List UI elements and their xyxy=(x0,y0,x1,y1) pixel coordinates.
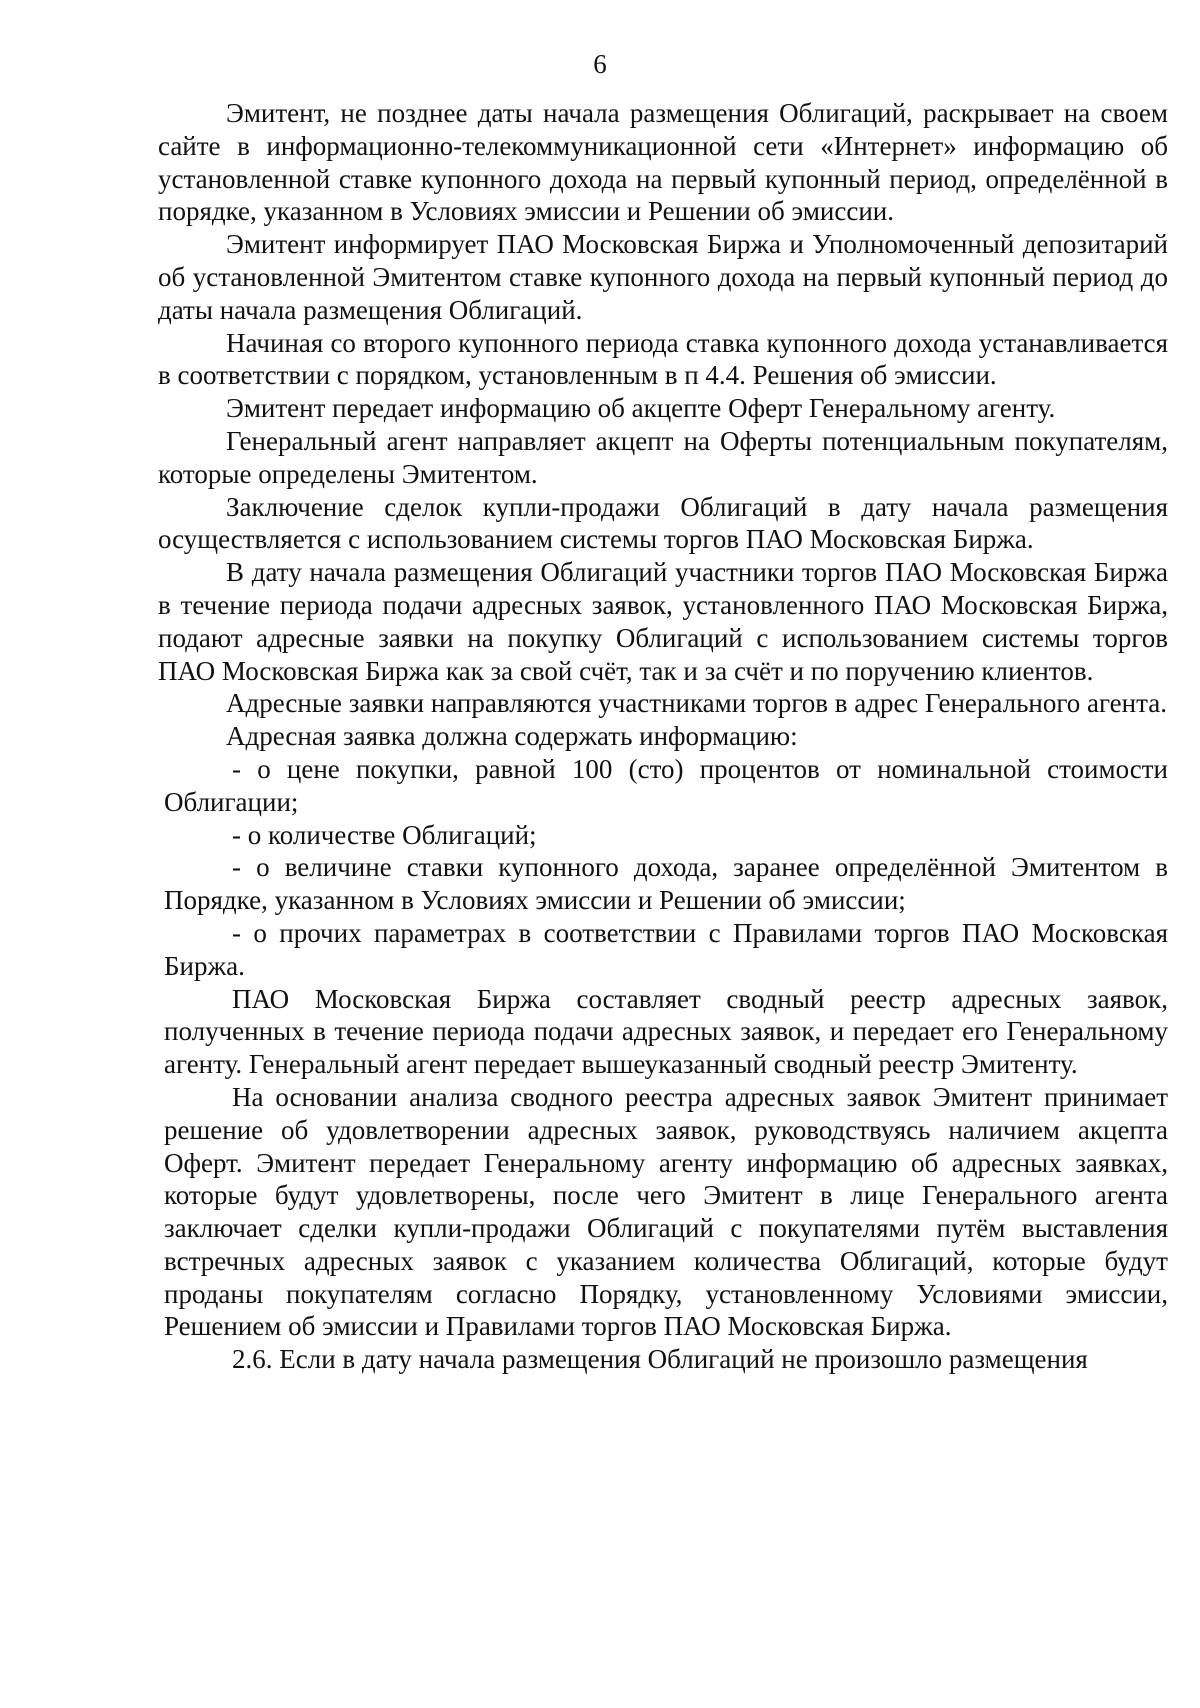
list-item-other-parameters: - о прочих параметрах в соответствии с Правилами торгов ПАО Московская Биржа. xyxy=(164,917,1168,981)
paragraph-orders-direction: Адресные заявки направляются участниками торгов в адрес Генерального агента. xyxy=(226,688,1167,719)
paragraph-coupon-rate-disclosure: Эмитент, не позднее даты начала размещения Облигаций, раскрывает на своем сайте в информационно-телекоммуникационной сети «Интернет» информацию об установленной ставке купонного дохода на первый купонный период, определённой в порядке, указанном в Условиях эмиссии и Решении об эмиссии. xyxy=(158,98,1168,227)
paragraph-issuer-decision: На основании анализа сводного реестра адресных заявок Эмитент принимает решение об удовлетворении адресных заявок, руководствуясь наличием акцепта Оферт. Эмитент передает Генеральному агенту информацию об адресных заявках, которые будут удовлетворены, после чего Эмитент в лице Генерального агента заключает сделки купли-продажи Облигаций с покупателями путём выставления встречных адресных заявок с указанием количества Облигаций, которые будут проданы покупателям согласно Порядку, установленному Условиями эмиссии, Решением об эмиссии и Правилами торгов ПАО Московская Биржа. xyxy=(164,1081,1168,1342)
paragraph-consolidated-register: ПАО Московская Биржа составляет сводный реестр адресных заявок, полученных в течение периода подачи адресных заявок, и передает его Генеральному агенту. Генеральный агент передает вышеуказанный сводный реестр Эмитенту. xyxy=(164,983,1168,1080)
paragraph-second-coupon-period: Начиная со второго купонного периода ставка купонного дохода устанавливается в соответствии с порядком, установленным в п 4.4. Решения об эмиссии. xyxy=(158,327,1168,391)
list-item-coupon-rate: - о величине ставки купонного дохода, заранее определённой Эмитентом в Порядке, указанном в Условиях эмиссии и Решении об эмиссии; xyxy=(164,852,1168,916)
paragraph-offer-acceptance: Эмитент передает информацию об акцепте Оферт Генеральному агенту. xyxy=(226,393,1056,424)
list-item-quantity: - о количестве Облигаций; xyxy=(232,819,537,850)
list-item-price: - о цене покупки, равной 100 (сто) процентов от номинальной стоимости Облигации; xyxy=(164,753,1168,817)
paragraph-trading-system: Заключение сделок купли-продажи Облигаций в дату начала размещения осуществляется с использованием системы торгов ПАО Московская Биржа. xyxy=(158,491,1168,555)
document-body xyxy=(158,97,1168,1376)
paragraph-agent-acceptance: Генеральный агент направляет акцепт на Оферты потенциальным покупателям, которые определены Эмитентом. xyxy=(158,425,1168,489)
paragraph-section-2-6: 2.6. Если в дату начала размещения Облигаций не произошло размещения xyxy=(232,1344,1088,1375)
paragraph-address-orders: В дату начала размещения Облигаций участники торгов ПАО Московская Биржа в течение периода подачи адресных заявок, установленного ПАО Московская Биржа, подают адресные заявки на покупку Облигаций с использованием системы торгов ПАО Московская Биржа как за свой счёт, так и за счёт и по поручению клиентов. xyxy=(158,557,1168,686)
page-number: 6 xyxy=(593,49,607,79)
paragraph-order-contents: Адресная заявка должна содержать информацию: xyxy=(226,721,798,752)
paragraph-exchange-notification: Эмитент информирует ПАО Московская Биржа и Уполномоченный депозитарий об установленной Эмитентом ставке купонного дохода на первый купонный период до даты начала размещения Облигаций. xyxy=(158,229,1168,325)
